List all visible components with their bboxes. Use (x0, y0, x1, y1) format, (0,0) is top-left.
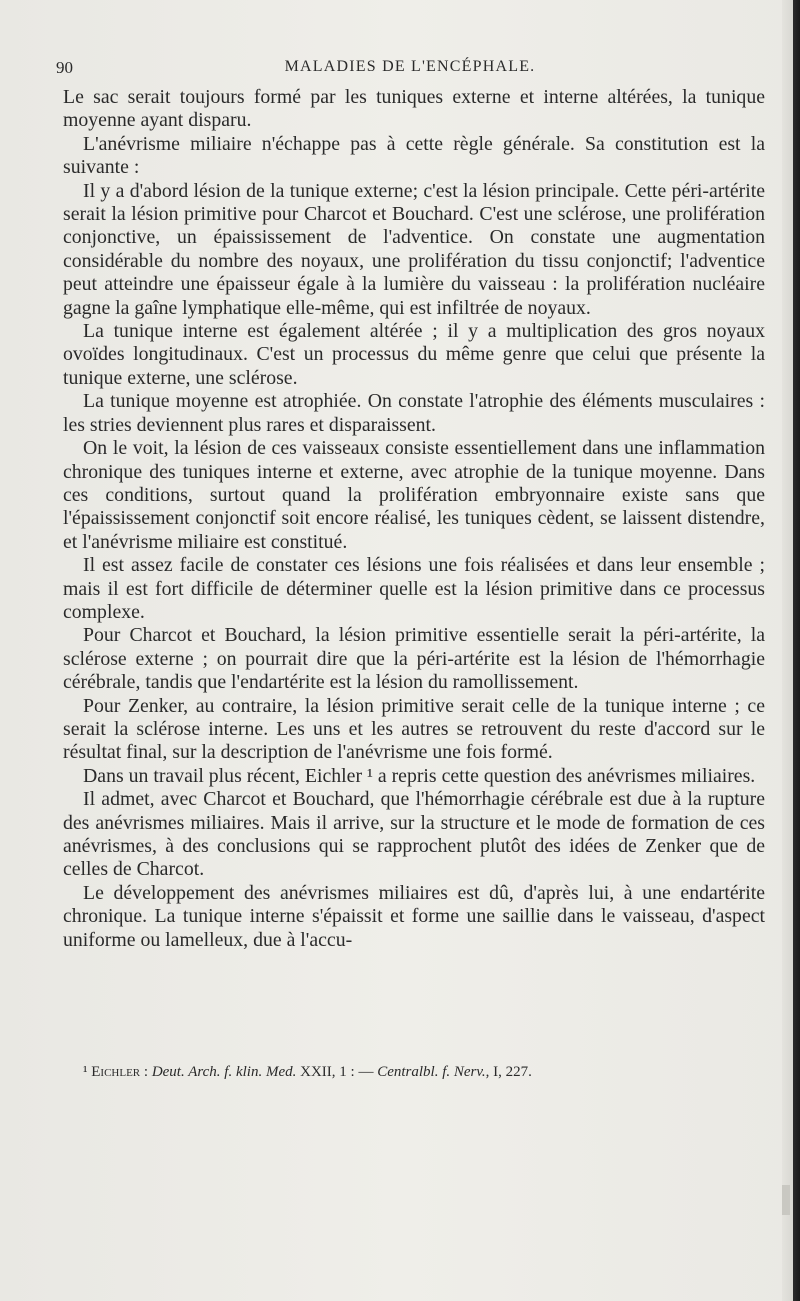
paragraph: La tunique moyenne est atrophiée. On constate l'atrophie des éléments musculaires : les stries deviennent plus rares et disparaissent. (63, 390, 765, 436)
paragraph: Le développement des anévrismes miliaires est dû, d'après lui, à une endartérite chronique. La tunique interne s'épaissit et forme une saillie dans le vaisseau, d'aspect uniforme ou lamelleux, due à l'accu- (63, 881, 765, 951)
paragraph: On le voit, la lésion de ces vaisseaux consiste essentiellement dans une inflammation chronique des tuniques interne et externe, avec atrophie de la tunique moyenne. Dans ces conditions, surtout quand la prolifération embryonnaire existe sans que l'épaississement conjonctif soit encore réalisé, les tuniques cèdent, se laissent distendre, et l'anévrisme miliaire est constitué. (63, 437, 765, 553)
paragraph: La tunique interne est également altérée ; il y a multiplication des gros noyaux ovoïdes longitudinaux. C'est un processus du même genre que celui que présente la tunique externe, une sclérose. (63, 320, 765, 389)
paragraph: Il admet, avec Charcot et Bouchard, que l'hémorrhagie cérébrale est due à la rupture des anévrismes miliaires. Mais il arrive, sur la structure et le mode de formation de ces anévrismes, à des conclusions qui se rapprochent plutôt des idées de Zenker que de celles de Charcot. (63, 788, 765, 881)
footnote-author: Eichler (91, 1064, 141, 1080)
paragraph: L'anévrisme miliaire n'échappe pas à cette règle générale. Sa constitution est la suivante : (63, 132, 765, 179)
page-number: 90 (56, 58, 73, 77)
paragraph: Dans un travail plus récent, Eichler ¹ a repris cette question des anévrismes miliaires. (83, 764, 756, 787)
page-edge-mark (782, 1185, 790, 1215)
paragraph: Pour Zenker, au contraire, la lésion primitive serait celle de la tunique interne ; ce serait la sclérose interne. Les uns et les autres se retrouvent du reste d'accord sur le résultat final, sur la description de l'anévrisme une fois formé. (63, 694, 765, 764)
footnote-source-2: Centralbl. f. Nerv. (377, 1064, 486, 1080)
body-text (63, 86, 765, 952)
footnote-source: Deut. Arch. f. klin. Med. (151, 1064, 297, 1080)
footnote-volume-2: I, 227. (493, 1064, 532, 1080)
page-header (56, 58, 764, 78)
footnote-separator: — (358, 1064, 374, 1080)
running-title: MALADIES DE L'ENCÉPHALE. (284, 58, 536, 75)
footnote-mark: ¹ (83, 1064, 88, 1080)
page-edge-shadow (782, 0, 800, 1301)
paragraph: Il est assez facile de constater ces lésions une fois réalisées et dans leur ensemble ; mais il est fort difficile de déterminer quelle est la lésion primitive dans ce processus complexe. (63, 554, 765, 623)
footnote-volume: XXII, 1 : (300, 1064, 355, 1080)
footnote: ¹ Eichler : Deut. Arch. f. klin. Med. XXII, 1 : — Centralbl. f. Nerv., I, 227. (83, 1064, 532, 1080)
paragraph: Il y a d'abord lésion de la tunique externe; c'est la lésion principale. Cette péri-artérite serait la lésion primitive pour Charcot et Bouchard. C'est une sclérose, une prolifération conjonctive, un épaississement de l'adventice. On constate une augmentation considérable du nombre des noyaux, une prolifération du tissu conjonctif; l'adventice peut atteindre une épaisseur égale à la lumière du vaisseau : la prolifération nucléaire gagne la gaîne lymphatique elle-même, qui est infiltrée de noyaux. (63, 179, 765, 319)
paragraph: Pour Charcot et Bouchard, la lésion primitive essentielle serait la péri-artérite, la sclérose externe ; on pourrait dire que la péri-artérite est la lésion de l'hémorrhagie cérébrale, tandis que l'endartérite est la lésion du ramollissement. (63, 624, 765, 694)
paragraph: Le sac serait toujours formé par les tuniques externe et interne altérées, la tunique moyenne ayant disparu. (63, 86, 765, 132)
